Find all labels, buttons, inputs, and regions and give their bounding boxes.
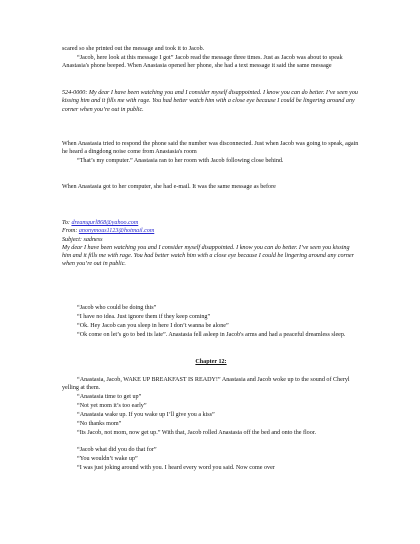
chapter-paragraph-8: “You wouldn’t wake up” [77, 456, 138, 462]
chapter-paragraph-2: “Anastasia time to get up” [77, 394, 142, 400]
email-to [62, 219, 360, 227]
chapter-paragraph-9: “I was just joking around with you. I heard every word you said. Now come over [77, 465, 275, 471]
email-from-link[interactable]: anonymous1123@hotmail.com [78, 228, 155, 235]
email-from [62, 227, 360, 235]
email-subject: Subject: sadness [62, 236, 103, 243]
text-message-quote: 524-0000: My dear I have been watching you and I consider myself disappointed. I know you can do better. I’ve seen you kissing him and it fills me with rage. You had better watch him with a close eye because I could be lingering around any corner when you’re out in public. [62, 90, 358, 113]
chapter-paragraph-5: “No thanks mom” [77, 421, 122, 427]
chapter-paragraph-1: “Anastasia, Jacob, WAKE UP BREAKFAST IS READY!” Anastasia and Jacob woke up to the sound of Cheryl yelling at them. [62, 377, 350, 392]
dialogue-4: “Ok come on let’s go to bed its late”. Anastasia fell asleep in Jacob's arms and had a peaceful dreamless sleep. [77, 332, 346, 338]
dialogue-1: “Jacob who could be doing this” [77, 305, 157, 311]
chapter-paragraph-7: “Jacob what did you do that for” [77, 447, 157, 453]
paragraph-1: scared so she printed out the message and took it to Jacob. [62, 46, 205, 52]
dialogue-2: “I have no idea. Just ignore them if they keep coming” [77, 314, 211, 320]
chapter-paragraph-4: “Anastasia wake up. If you wake up I’ll give you a kiss” [77, 412, 215, 418]
email-body: My dear I have been watching you and I consider myself disappointed. I know you can do better. I’ve seen you kissing him and it fills me with rage. You had better watch him with a close eye because I could be lingering around any corner when you’re out in public. [62, 244, 355, 268]
chapter-heading [62, 358, 360, 366]
paragraph-4: “That’s my computer.” Anastasia ran to her room with Jacob following close behind. [77, 158, 284, 164]
email-block [62, 219, 360, 269]
chapter-heading-text: Chapter 12: [195, 359, 227, 365]
email-to-label: To: [62, 220, 72, 226]
email-to-link[interactable]: dreamgurl868@yahoo.com [71, 220, 139, 226]
paragraph-2: “Jacob, here look at this message I got” Jacob read the message three times. Just as Jacob was about to speak Anastasia's phone beeped. When Anastasia opened her phone, she had a text message it said the same message [62, 55, 343, 70]
paragraph-3: When Anastasia tried to respond the phone said the number was disconnected. Just when Jacob was going to speak, again he heard a dingdong noise come from Anastasia's room [62, 141, 359, 156]
email-from-label: From: [62, 228, 79, 235]
chapter-paragraph-6: “Its Jacob, not mom, now get up.” With that, Jacob rolled Anastasia off the bed and onto the floor. [77, 430, 316, 436]
paragraph-5: When Anastasia got to her computer, she had e-mail. It was the same message as before [62, 184, 276, 190]
chapter-paragraph-3: “Not yet mom it’s too early” [77, 403, 147, 409]
dialogue-3: “Ok. Hey Jacob can you sleep in here I don’t wanna be alone” [77, 323, 229, 329]
